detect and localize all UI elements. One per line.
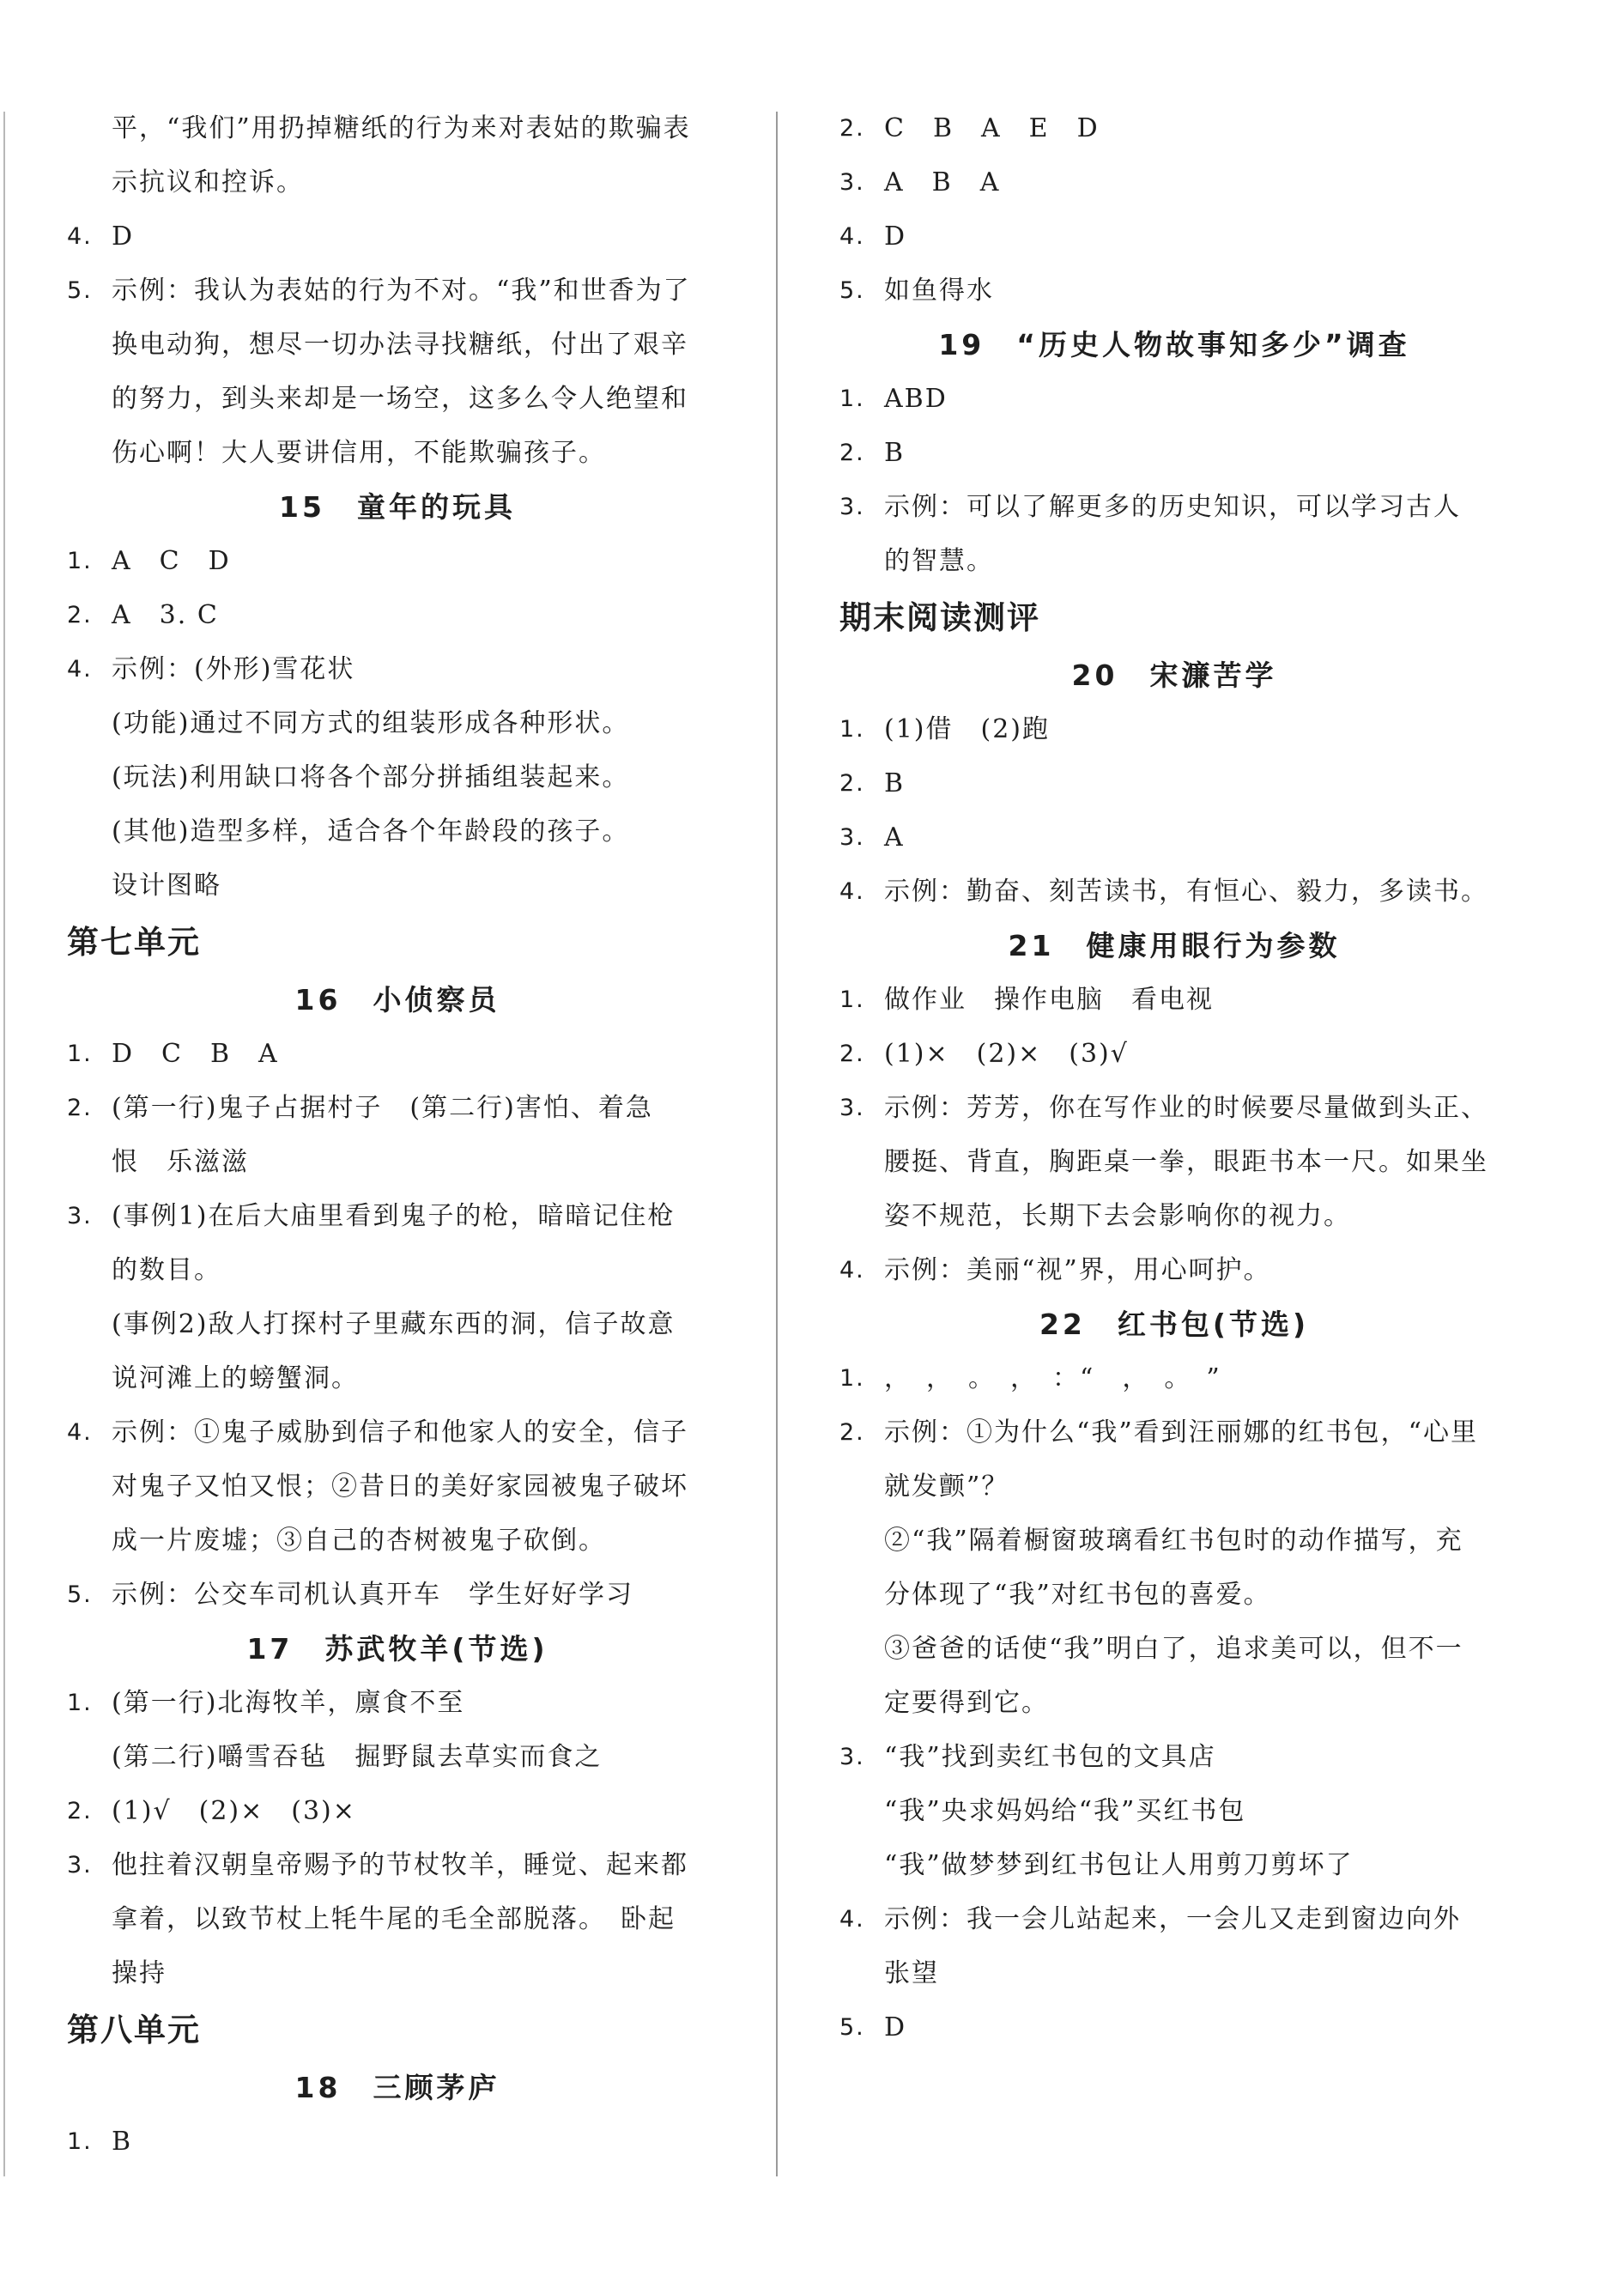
answer-text: 做作业 操作电脑 看电视 bbox=[884, 985, 1214, 1015]
answer-text: 示例：我一会儿站起来，一会儿又走到窗边向外 bbox=[884, 1904, 1461, 1934]
answer-line bbox=[839, 1622, 1509, 1676]
question-number: 1. bbox=[67, 2128, 93, 2155]
right-column bbox=[839, 101, 1509, 2054]
answer-line bbox=[839, 1460, 1509, 1514]
answer-line bbox=[839, 372, 1509, 426]
lesson-title: 20 宋濂苦学 bbox=[1071, 659, 1277, 692]
answer-text: A 3. C bbox=[112, 600, 219, 630]
question-number: 4. bbox=[839, 1906, 865, 1933]
answer-text: (第一行)北海牧羊，廪食不至 bbox=[112, 1688, 465, 1718]
question-number: 2. bbox=[67, 1095, 93, 1121]
lesson-title: 21 健康用眼行为参数 bbox=[1008, 929, 1341, 962]
answer-line bbox=[67, 1297, 728, 1351]
answer-text: 示抗议和控诉。 bbox=[112, 167, 304, 197]
lesson-title: 16 小侦察员 bbox=[294, 983, 500, 1017]
question-number: 3. bbox=[839, 1095, 865, 1121]
answer-line bbox=[67, 1460, 728, 1514]
answer-text: A C D bbox=[112, 546, 231, 576]
answer-text: 设计图略 bbox=[112, 871, 221, 901]
answer-line bbox=[839, 702, 1509, 756]
question-number: 3. bbox=[839, 1744, 865, 1770]
question-number: 2. bbox=[839, 440, 865, 466]
answer-line bbox=[67, 1676, 728, 1730]
answer-text: 拿着，以致节杖上牦牛尾的毛全部脱落。 卧起 bbox=[112, 1904, 676, 1934]
answer-text: B bbox=[112, 2127, 133, 2157]
question-number: 1. bbox=[839, 716, 865, 743]
page-left-edge-rule bbox=[3, 112, 5, 2176]
answer-text: 示例：①为什么“我”看到汪丽娜的红书包，“心里 bbox=[884, 1417, 1479, 1447]
answer-text: 平，“我们”用扔掉糖纸的行为来对表姑的欺骗表 bbox=[112, 113, 691, 143]
answer-text: D bbox=[112, 222, 135, 252]
question-number: 2. bbox=[839, 115, 865, 142]
question-number: 4. bbox=[839, 1257, 865, 1284]
answer-text: 操持 bbox=[112, 1958, 167, 1988]
answer-text: (玩法)利用缺口将各个部分拼插组装起来。 bbox=[112, 762, 630, 792]
answer-line bbox=[839, 426, 1509, 480]
answer-line bbox=[839, 1081, 1509, 1135]
question-number: 2. bbox=[67, 602, 93, 628]
answer-line bbox=[839, 1135, 1509, 1189]
answer-line bbox=[839, 1027, 1509, 1081]
answer-line bbox=[839, 155, 1509, 209]
answer-line bbox=[67, 155, 728, 209]
answer-line bbox=[839, 480, 1509, 534]
unit-heading: 第八单元 bbox=[67, 2012, 201, 2048]
answer-text: A bbox=[884, 822, 905, 853]
answer-text: 的数目。 bbox=[112, 1255, 221, 1285]
question-number: 4. bbox=[839, 223, 865, 250]
answer-line bbox=[67, 642, 728, 696]
answer-line bbox=[67, 1405, 728, 1460]
answer-line bbox=[67, 804, 728, 859]
answer-text: (1)√ (2)× (3)× bbox=[112, 1796, 356, 1826]
answer-line bbox=[839, 756, 1509, 810]
answer-line bbox=[67, 1784, 728, 1838]
lesson-title: 18 三顾茅庐 bbox=[294, 2071, 500, 2104]
question-number: 2. bbox=[839, 1041, 865, 1067]
answer-line bbox=[839, 1784, 1509, 1838]
lesson-title: 15 童年的玩具 bbox=[279, 490, 516, 524]
answer-text: (事例1)在后大庙里看到鬼子的枪，暗暗记住枪 bbox=[112, 1201, 676, 1231]
answer-line bbox=[839, 865, 1509, 919]
question-number: 2. bbox=[67, 1798, 93, 1824]
answer-line bbox=[67, 859, 728, 913]
column-divider bbox=[776, 112, 778, 2176]
left-column bbox=[67, 101, 728, 2169]
answer-text: B bbox=[884, 768, 906, 798]
answer-line bbox=[67, 2115, 728, 2169]
question-number: 4. bbox=[839, 878, 865, 905]
answer-text: 如鱼得水 bbox=[884, 276, 994, 306]
question-number: 4. bbox=[67, 223, 93, 250]
answer-text: 示例：芳芳，你在写作业的时候要尽量做到头正、 bbox=[884, 1093, 1488, 1123]
answer-line bbox=[839, 1514, 1509, 1568]
answer-text: 示例：公交车司机认真开车 学生好好学习 bbox=[112, 1580, 633, 1610]
answer-text: 成一片废墟；③自己的杏树被鬼子砍倒。 bbox=[112, 1526, 606, 1556]
unit-heading: 期末阅读测评 bbox=[839, 599, 1040, 636]
lesson-title: 22 红书包(节选) bbox=[1039, 1308, 1310, 1341]
question-number: 5. bbox=[839, 2014, 865, 2041]
question-number: 3. bbox=[839, 169, 865, 196]
answer-line bbox=[67, 209, 728, 264]
answer-text: ABD bbox=[884, 384, 948, 414]
answer-line bbox=[839, 810, 1509, 865]
answer-text: D bbox=[884, 2012, 907, 2042]
answer-text: 示例：勤奋、刻苦读书，有恒心、毅力，多读书。 bbox=[884, 877, 1488, 907]
lesson-title: 17 苏武牧羊(节选) bbox=[246, 1632, 548, 1666]
answer-line bbox=[67, 1081, 728, 1135]
answer-line bbox=[839, 1189, 1509, 1243]
answer-text: (第一行)鬼子占据村子 (第二行)害怕、着急 bbox=[112, 1093, 653, 1123]
question-number: 2. bbox=[839, 770, 865, 797]
answer-line bbox=[67, 426, 728, 480]
answer-line bbox=[839, 1405, 1509, 1460]
answer-text: 他拄着汉朝皇帝赐予的节杖牧羊，睡觉、起来都 bbox=[112, 1850, 688, 1880]
lesson-title: 19 “历史人物故事知多少”调查 bbox=[938, 328, 1410, 361]
answer-text: (功能)通过不同方式的组装形成各种形状。 bbox=[112, 708, 630, 738]
answer-line bbox=[67, 1243, 728, 1297]
answer-text: 示例：(外形)雪花状 bbox=[112, 654, 355, 684]
answer-line bbox=[67, 1568, 728, 1622]
question-number: 5. bbox=[839, 277, 865, 304]
question-number: 1. bbox=[67, 1041, 93, 1067]
answer-line bbox=[67, 372, 728, 426]
answer-text: (其他)造型多样，适合各个年龄段的孩子。 bbox=[112, 816, 630, 847]
answer-line bbox=[67, 1189, 728, 1243]
answer-text: (事例2)敌人打探村子里藏东西的洞，信子故意 bbox=[112, 1309, 676, 1339]
answer-text: A B A bbox=[884, 167, 1001, 197]
answer-line bbox=[67, 264, 728, 318]
answer-line bbox=[839, 209, 1509, 264]
question-number: 4. bbox=[67, 1419, 93, 1446]
answer-text: 换电动狗，想尽一切办法寻找糖纸，付出了艰辛 bbox=[112, 330, 688, 360]
answer-line bbox=[67, 101, 728, 155]
answer-text: ， ， 。 ， ：“ ， 。 ” bbox=[884, 1363, 1221, 1393]
answer-line bbox=[67, 1514, 728, 1568]
answer-line bbox=[839, 264, 1509, 318]
answer-line bbox=[839, 1946, 1509, 2000]
answer-line bbox=[839, 1243, 1509, 1297]
answer-text: ③爸爸的话使“我”明白了，追求美可以，但不一 bbox=[884, 1634, 1463, 1664]
answer-text: 说河滩上的螃蟹洞。 bbox=[112, 1363, 359, 1393]
question-number: 1. bbox=[839, 385, 865, 412]
answer-line bbox=[67, 1730, 728, 1784]
answer-text: “我”做梦梦到红书包让人用剪刀剪坏了 bbox=[884, 1850, 1354, 1880]
question-number: 3. bbox=[839, 824, 865, 851]
question-number: 5. bbox=[67, 1581, 93, 1608]
question-number: 3. bbox=[839, 494, 865, 520]
question-number: 1. bbox=[839, 1365, 865, 1392]
answer-line bbox=[839, 1676, 1509, 1730]
answer-text: 伤心啊！大人要讲信用，不能欺骗孩子。 bbox=[112, 438, 606, 468]
answer-line bbox=[67, 1838, 728, 1892]
answer-line bbox=[839, 973, 1509, 1027]
answer-text: 示例：美丽“视”界，用心呵护。 bbox=[884, 1255, 1271, 1285]
answer-line bbox=[839, 2000, 1509, 2054]
answer-text: D C B A bbox=[112, 1039, 279, 1069]
answer-text: 分体现了“我”对红书包的喜爱。 bbox=[884, 1580, 1271, 1610]
answer-line bbox=[839, 534, 1509, 588]
answer-line bbox=[67, 318, 728, 372]
answer-text: 姿不规范，长期下去会影响你的视力。 bbox=[884, 1201, 1351, 1231]
answer-line bbox=[67, 1027, 728, 1081]
answer-line bbox=[67, 1351, 728, 1405]
answer-text: 就发颤”？ bbox=[884, 1472, 1009, 1502]
answer-line bbox=[839, 101, 1509, 155]
answer-text: 的努力，到头来却是一场空，这多么令人绝望和 bbox=[112, 384, 688, 414]
answer-text: “我”找到卖红书包的文具店 bbox=[884, 1742, 1216, 1772]
answer-line bbox=[67, 750, 728, 804]
answer-text: B bbox=[884, 438, 906, 468]
question-number: 4. bbox=[67, 656, 93, 683]
answer-line bbox=[67, 696, 728, 750]
answer-line bbox=[839, 1892, 1509, 1946]
question-number: 3. bbox=[67, 1852, 93, 1878]
answer-line bbox=[67, 534, 728, 588]
answer-text: ②“我”隔着橱窗玻璃看红书包时的动作描写，充 bbox=[884, 1526, 1463, 1556]
answer-text: 恨 乐滋滋 bbox=[112, 1147, 249, 1177]
answer-line bbox=[839, 1838, 1509, 1892]
answer-text: (1)借 (2)跑 bbox=[884, 714, 1050, 744]
answer-line bbox=[67, 1135, 728, 1189]
question-number: 2. bbox=[839, 1419, 865, 1446]
answer-line bbox=[839, 1351, 1509, 1405]
answer-text: “我”央求妈妈给“我”买红书包 bbox=[884, 1796, 1246, 1826]
question-number: 1. bbox=[839, 986, 865, 1013]
answer-text: 张望 bbox=[884, 1958, 939, 1988]
answer-text: (1)× (2)× (3)√ bbox=[884, 1039, 1129, 1069]
answer-text: (第二行)嚼雪吞毡 掘野鼠去草实而食之 bbox=[112, 1742, 603, 1772]
answer-text: 定要得到它。 bbox=[884, 1688, 1049, 1718]
answer-text: 的智慧。 bbox=[884, 546, 994, 576]
answer-line bbox=[839, 1730, 1509, 1784]
answer-text: 对鬼子又怕又恨；②昔日的美好家园被鬼子破坏 bbox=[112, 1472, 688, 1502]
question-number: 1. bbox=[67, 548, 93, 574]
question-number: 3. bbox=[67, 1203, 93, 1229]
answer-text: 腰挺、背直，胸距桌一拳，眼距书本一尺。如果坐 bbox=[884, 1147, 1488, 1177]
answer-line bbox=[67, 1892, 728, 1946]
question-number: 1. bbox=[67, 1690, 93, 1716]
answer-line bbox=[67, 588, 728, 642]
question-number: 5. bbox=[67, 277, 93, 304]
answer-line bbox=[67, 1946, 728, 2000]
answer-text: 示例：我认为表姑的行为不对。“我”和世香为了 bbox=[112, 276, 691, 306]
unit-heading: 第七单元 bbox=[67, 924, 201, 961]
answer-text: C B A E D bbox=[884, 113, 1100, 143]
answer-line bbox=[839, 1568, 1509, 1622]
answer-text: 示例：①鬼子威胁到信子和他家人的安全，信子 bbox=[112, 1417, 688, 1447]
answer-text: D bbox=[884, 222, 907, 252]
answer-text: 示例：可以了解更多的历史知识，可以学习古人 bbox=[884, 492, 1461, 522]
